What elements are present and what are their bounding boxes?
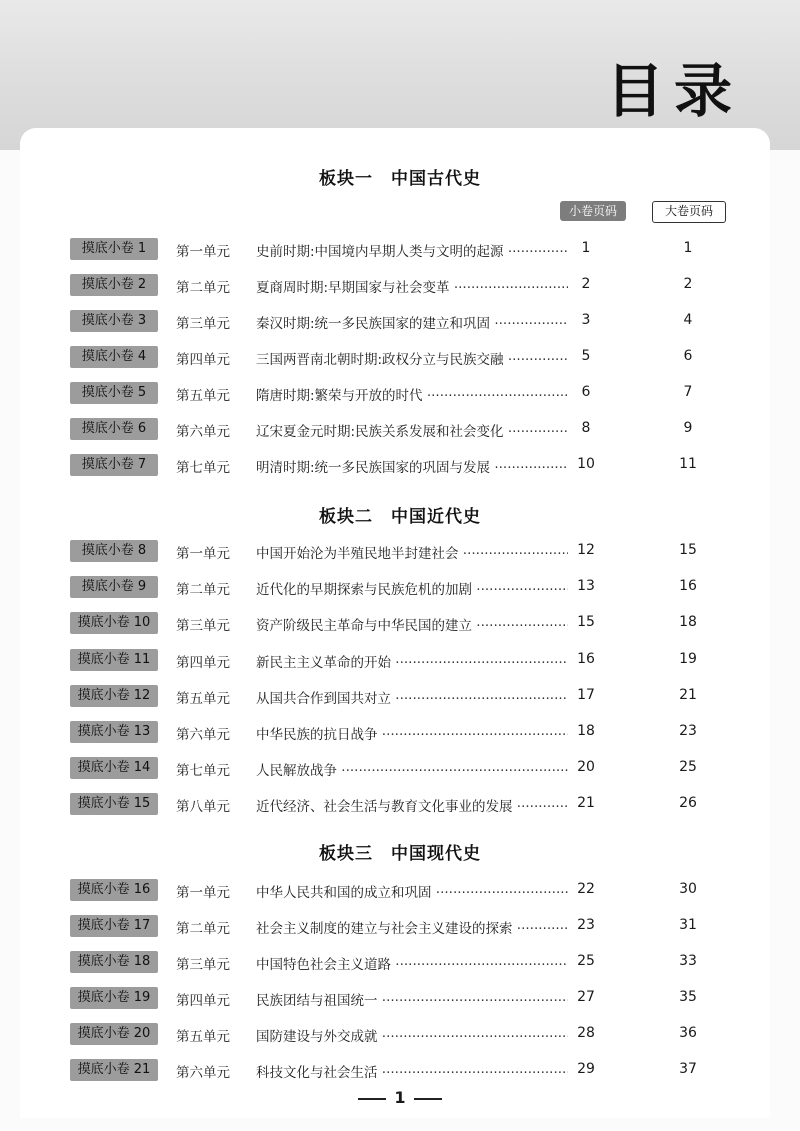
unit-label: 第四单元 (176, 352, 230, 368)
topic-title: 资产阶级民主革命与中华民国的建立 ····· (256, 614, 568, 634)
topic-title: 人民解放战争 ····· (256, 759, 568, 779)
unit-label: 第七单元 (176, 460, 230, 476)
quiz-badge: 摸底小卷 1 (70, 238, 158, 260)
topic-title: 隋唐时期:繁荣与开放的时代 ····· (256, 384, 568, 404)
topic-title: 明清时期:统一多民族国家的巩固与发展 ····· (256, 456, 568, 476)
unit-label: 第三单元 (176, 618, 230, 634)
quiz-badge: 摸底小卷 16 (70, 879, 158, 901)
toc-row[interactable] (0, 418, 800, 442)
big-page-number: 21 (679, 687, 697, 703)
quiz-badge: 摸底小卷 20 (70, 1023, 158, 1045)
toc-row[interactable] (0, 915, 800, 939)
footer-dash-right (414, 1098, 442, 1100)
small-page-number: 21 (577, 795, 595, 811)
toc-row[interactable] (0, 540, 800, 564)
quiz-badge: 摸底小卷 17 (70, 915, 158, 937)
quiz-badge: 摸底小卷 5 (70, 382, 158, 404)
big-page-number: 7 (683, 384, 693, 400)
toc-row[interactable] (0, 382, 800, 406)
topic-title: 中华民族的抗日战争 ····· (256, 723, 568, 743)
toc-row[interactable] (0, 757, 800, 781)
small-page-number: 2 (581, 276, 591, 292)
big-page-number: 31 (679, 917, 697, 933)
section-title: 板块三 中国现代史 (319, 844, 481, 864)
big-page-number: 35 (679, 989, 697, 1005)
big-page-number: 15 (679, 542, 697, 558)
small-page-number: 28 (577, 1025, 595, 1041)
toc-row[interactable] (0, 685, 800, 709)
small-page-number: 6 (581, 384, 591, 400)
toc-row[interactable] (0, 721, 800, 745)
topic-title: 中国特色社会主义道路 ····· (256, 953, 568, 973)
big-page-number: 11 (679, 456, 697, 472)
quiz-badge: 摸底小卷 14 (70, 757, 158, 779)
unit-label: 第四单元 (176, 993, 230, 1009)
toc-row[interactable] (0, 238, 800, 262)
big-page-number: 26 (679, 795, 697, 811)
quiz-badge: 摸底小卷 18 (70, 951, 158, 973)
toc-row[interactable] (0, 346, 800, 370)
small-page-number: 5 (581, 348, 591, 364)
unit-label: 第六单元 (176, 727, 230, 743)
big-page-header: 大卷页码 (652, 201, 726, 223)
big-page-number: 16 (679, 578, 697, 594)
small-page-number: 23 (577, 917, 595, 933)
section-title: 板块一 中国古代史 (319, 169, 481, 189)
small-page-number: 25 (577, 953, 595, 969)
toc-row[interactable] (0, 612, 800, 636)
toc-row[interactable] (0, 649, 800, 673)
small-page-number: 22 (577, 881, 595, 897)
page-title: 目录 (605, 57, 742, 125)
footer-dash-left (358, 1098, 386, 1100)
unit-label: 第五单元 (176, 1029, 230, 1045)
topic-title: 中华人民共和国的成立和巩固 ····· (256, 881, 568, 901)
big-page-number: 2 (683, 276, 693, 292)
unit-label: 第八单元 (176, 799, 230, 815)
topic-title: 近代经济、社会生活与教育文化事业的发展 ····· (256, 795, 568, 815)
topic-title: 中国开始沦为半殖民地半封建社会 ····· (256, 542, 568, 562)
unit-label: 第一单元 (176, 885, 230, 901)
topic-title: 秦汉时期:统一多民族国家的建立和巩固 ····· (256, 312, 568, 332)
unit-label: 第四单元 (176, 655, 230, 671)
toc-row[interactable] (0, 454, 800, 478)
small-page-header: 小卷页码 (560, 201, 626, 221)
big-page-number: 30 (679, 881, 697, 897)
topic-title: 史前时期:中国境内早期人类与文明的起源 ····· (256, 240, 568, 260)
topic-title: 科技文化与社会生活 ····· (256, 1061, 568, 1081)
topic-title: 近代化的早期探索与民族危机的加剧 ····· (256, 578, 568, 598)
quiz-badge: 摸底小卷 13 (70, 721, 158, 743)
small-page-number: 18 (577, 723, 595, 739)
small-page-number: 17 (577, 687, 595, 703)
toc-row[interactable] (0, 793, 800, 817)
topic-title: 辽宋夏金元时期:民族关系发展和社会变化 ····· (256, 420, 568, 440)
topic-title: 从国共合作到国共对立 ····· (256, 687, 568, 707)
topic-title: 夏商周时期:早期国家与社会变革 ····· (256, 276, 568, 296)
quiz-badge: 摸底小卷 6 (70, 418, 158, 440)
unit-label: 第五单元 (176, 691, 230, 707)
unit-label: 第六单元 (176, 1065, 230, 1081)
big-page-number: 4 (683, 312, 693, 328)
big-page-number: 37 (679, 1061, 697, 1077)
toc-row[interactable] (0, 1023, 800, 1047)
small-page-number: 27 (577, 989, 595, 1005)
big-page-number: 33 (679, 953, 697, 969)
unit-label: 第一单元 (176, 546, 230, 562)
big-page-number: 18 (679, 614, 697, 630)
big-page-number: 23 (679, 723, 697, 739)
quiz-badge: 摸底小卷 2 (70, 274, 158, 296)
quiz-badge: 摸底小卷 11 (70, 649, 158, 671)
toc-row[interactable] (0, 310, 800, 334)
topic-title: 三国两晋南北朝时期:政权分立与民族交融 ····· (256, 348, 568, 368)
unit-label: 第三单元 (176, 316, 230, 332)
toc-row[interactable] (0, 274, 800, 298)
quiz-badge: 摸底小卷 21 (70, 1059, 158, 1081)
toc-row[interactable] (0, 987, 800, 1011)
small-page-number: 15 (577, 614, 595, 630)
section-title: 板块二 中国近代史 (319, 507, 481, 527)
quiz-badge: 摸底小卷 8 (70, 540, 158, 562)
quiz-badge: 摸底小卷 3 (70, 310, 158, 332)
small-page-number: 8 (581, 420, 591, 436)
unit-label: 第一单元 (176, 244, 230, 260)
small-page-number: 1 (581, 240, 591, 256)
unit-label: 第二单元 (176, 921, 230, 937)
toc-row[interactable] (0, 576, 800, 600)
quiz-badge: 摸底小卷 7 (70, 454, 158, 476)
unit-label: 第六单元 (176, 424, 230, 440)
small-page-number: 29 (577, 1061, 595, 1077)
unit-label: 第二单元 (176, 280, 230, 296)
small-page-number: 3 (581, 312, 591, 328)
quiz-badge: 摸底小卷 15 (70, 793, 158, 815)
small-page-number: 13 (577, 578, 595, 594)
quiz-badge: 摸底小卷 10 (70, 612, 158, 634)
big-page-number: 9 (683, 420, 693, 436)
topic-title: 社会主义制度的建立与社会主义建设的探索 ····· (256, 917, 568, 937)
big-page-number: 25 (679, 759, 697, 775)
small-page-number: 16 (577, 651, 595, 667)
topic-title: 民族团结与祖国统一 ····· (256, 989, 568, 1009)
quiz-badge: 摸底小卷 4 (70, 346, 158, 368)
unit-label: 第三单元 (176, 957, 230, 973)
quiz-badge: 摸底小卷 9 (70, 576, 158, 598)
big-page-number: 19 (679, 651, 697, 667)
big-page-number: 36 (679, 1025, 697, 1041)
big-page-number: 1 (683, 240, 693, 256)
small-page-number: 10 (577, 456, 595, 472)
page-footer (0, 1088, 800, 1107)
toc-row[interactable] (0, 879, 800, 903)
toc-row[interactable] (0, 951, 800, 975)
page-number: 1 (394, 1088, 406, 1107)
small-page-number: 12 (577, 542, 595, 558)
big-page-number: 6 (683, 348, 693, 364)
quiz-badge: 摸底小卷 12 (70, 685, 158, 707)
topic-title: 国防建设与外交成就 ····· (256, 1025, 568, 1045)
unit-label: 第七单元 (176, 763, 230, 779)
unit-label: 第五单元 (176, 388, 230, 404)
unit-label: 第二单元 (176, 582, 230, 598)
topic-title: 新民主主义革命的开始 ····· (256, 651, 568, 671)
toc-row[interactable] (0, 1059, 800, 1083)
quiz-badge: 摸底小卷 19 (70, 987, 158, 1009)
small-page-number: 20 (577, 759, 595, 775)
